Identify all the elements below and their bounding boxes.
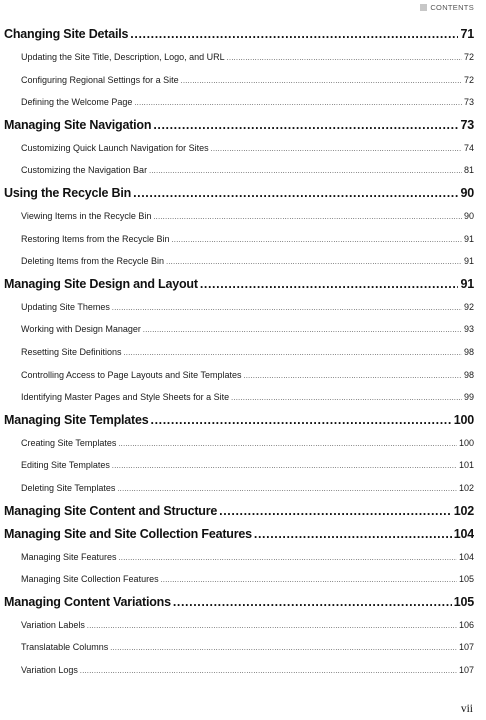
toc-subsection-entry[interactable] (4, 205, 474, 228)
toc-entry-page: 93 (463, 324, 474, 335)
toc-entry-page: 91 (463, 233, 474, 244)
toc-entry-page: 101 (458, 460, 474, 471)
dot-leader (231, 386, 462, 409)
toc-entry-title: Identifying Master Pages and Style Sheets for a Site (21, 392, 230, 403)
toc-entry-title: Updating Site Themes (21, 301, 110, 312)
toc-entry-page: 91 (463, 256, 474, 267)
toc-subsection-entry[interactable] (4, 91, 474, 114)
toc-entry-title: Deleting Items from the Recycle Bin (21, 256, 165, 267)
toc-section-entry[interactable] (4, 273, 474, 296)
toc-entry-title: Managing Site Navigation (4, 117, 152, 132)
toc-entry-page: 107 (458, 642, 474, 653)
toc-subsection-entry[interactable] (4, 46, 474, 69)
toc-entry-title: Resetting Site Definitions (21, 346, 122, 357)
toc-entry-page: 106 (458, 619, 474, 630)
toc-entry-page: 73 (460, 117, 474, 132)
toc-section-entry[interactable] (4, 114, 474, 137)
toc-entry-page: 98 (463, 369, 474, 380)
toc-entry-title: Customizing Quick Launch Navigation for Sites (21, 142, 209, 153)
toc-subsection-entry[interactable] (4, 228, 474, 251)
toc-entry-page: 72 (463, 52, 474, 62)
toc-entry-title: Changing Site Details (4, 27, 129, 41)
toc-entry-page: 74 (463, 142, 474, 153)
toc-entry-title: Customizing the Navigation Bar (21, 165, 148, 176)
toc-entry-page: 107 (458, 664, 474, 675)
toc-entry-title: Managing Site Templates (4, 412, 149, 427)
toc-entry-title: Configuring Regional Settings for a Site (21, 74, 179, 85)
dot-leader (243, 364, 462, 387)
toc-section-entry[interactable] (4, 500, 474, 523)
dot-leader (124, 341, 462, 364)
dot-leader (172, 228, 462, 251)
dot-leader (112, 454, 457, 477)
toc-subsection-entry[interactable] (4, 386, 474, 409)
toc-entry-page: 71 (460, 27, 474, 41)
dot-leader (149, 159, 462, 182)
dot-leader (130, 23, 458, 46)
dot-leader (87, 614, 457, 637)
dot-leader (153, 205, 462, 228)
toc-section-entry[interactable] (4, 523, 474, 546)
dot-leader (143, 318, 462, 341)
table-of-contents (4, 23, 474, 681)
dot-leader (254, 523, 452, 546)
toc-section-entry[interactable] (4, 591, 474, 614)
toc-section-entry[interactable] (4, 23, 474, 46)
toc-subsection-entry[interactable] (4, 454, 474, 477)
dot-leader (211, 137, 462, 160)
toc-entry-title: Restoring Items from the Recycle Bin (21, 233, 170, 244)
dot-leader (80, 659, 457, 682)
page-number: vii (460, 703, 473, 715)
dot-leader (200, 273, 459, 296)
toc-entry-title: Variation Logs (21, 664, 78, 675)
dot-leader (173, 591, 452, 614)
running-head-label: CONTENTS (430, 3, 474, 12)
toc-entry-title: Defining the Welcome Page (21, 97, 133, 108)
toc-entry-page: 92 (463, 301, 474, 312)
toc-entry-title: Deleting Site Templates (21, 482, 116, 493)
dot-leader (110, 636, 457, 659)
dot-leader (134, 91, 462, 114)
dot-leader (119, 546, 457, 569)
toc-entry-page: 72 (463, 74, 474, 85)
toc-entry-page: 73 (463, 97, 474, 108)
dot-leader (117, 477, 457, 500)
dot-leader (133, 182, 458, 205)
toc-entry-title: Using the Recycle Bin (4, 185, 132, 200)
toc-entry-title: Translatable Columns (21, 642, 109, 653)
dot-leader (118, 432, 457, 455)
toc-entry-page: 99 (463, 392, 474, 403)
toc-subsection-entry[interactable] (4, 636, 474, 659)
dot-leader (227, 46, 462, 69)
toc-subsection-entry[interactable] (4, 659, 474, 682)
toc-subsection-entry[interactable] (4, 568, 474, 591)
toc-entry-title: Managing Content Variations (4, 594, 171, 609)
toc-entry-title: Managing Site Collection Features (21, 574, 159, 585)
toc-entry-title: Managing Site Content and Structure (4, 503, 218, 518)
toc-subsection-entry[interactable] (4, 341, 474, 364)
toc-entry-title: Managing Site Features (21, 551, 117, 562)
toc-entry-page: 91 (460, 276, 474, 291)
toc-entry-page: 102 (458, 482, 474, 493)
toc-section-entry[interactable] (4, 409, 474, 432)
toc-entry-title: Controlling Access to Page Layouts and Site Templates (21, 369, 242, 380)
toc-entry-page: 90 (460, 185, 474, 200)
toc-entry-page: 102 (453, 503, 474, 518)
toc-subsection-entry[interactable] (4, 137, 474, 160)
toc-subsection-entry[interactable] (4, 159, 474, 182)
toc-entry-title: Working with Design Manager (21, 324, 141, 335)
dot-leader (181, 69, 462, 92)
dot-leader (153, 114, 458, 137)
toc-entry-page: 105 (453, 594, 474, 609)
toc-entry-page: 104 (458, 551, 474, 562)
toc-entry-title: Managing Site and Site Collection Features (4, 526, 252, 541)
toc-entry-page: 90 (463, 210, 474, 221)
toc-subsection-entry[interactable] (4, 250, 474, 273)
toc-subsection-entry[interactable] (4, 69, 474, 92)
toc-entry-title: Creating Site Templates (21, 437, 117, 448)
toc-entry-title: Editing Site Templates (21, 460, 110, 471)
toc-subsection-entry[interactable] (4, 318, 474, 341)
toc-subsection-entry[interactable] (4, 546, 474, 569)
dot-leader (219, 500, 452, 523)
toc-entry-page: 104 (453, 526, 474, 541)
square-icon (420, 4, 427, 11)
toc-entry-page: 100 (458, 437, 474, 448)
dot-leader (112, 296, 462, 319)
toc-entry-title: Viewing Items in the Recycle Bin (21, 210, 152, 221)
toc-subsection-entry[interactable] (4, 477, 474, 500)
dot-leader (151, 409, 452, 432)
toc-entry-title: Updating the Site Title, Description, Logo, and URL (21, 52, 225, 62)
dot-leader (166, 250, 462, 273)
toc-subsection-entry[interactable] (4, 296, 474, 319)
toc-section-entry[interactable] (4, 182, 474, 205)
toc-entry-page: 100 (453, 412, 474, 427)
toc-entry-page: 98 (463, 346, 474, 357)
toc-subsection-entry[interactable] (4, 432, 474, 455)
toc-entry-page: 81 (463, 165, 474, 176)
toc-entry-page: 105 (458, 574, 474, 585)
dot-leader (161, 568, 457, 591)
toc-entry-title: Variation Labels (21, 619, 85, 630)
running-head (420, 3, 474, 12)
toc-subsection-entry[interactable] (4, 614, 474, 637)
toc-entry-title: Managing Site Design and Layout (4, 276, 198, 291)
toc-subsection-entry[interactable] (4, 364, 474, 387)
